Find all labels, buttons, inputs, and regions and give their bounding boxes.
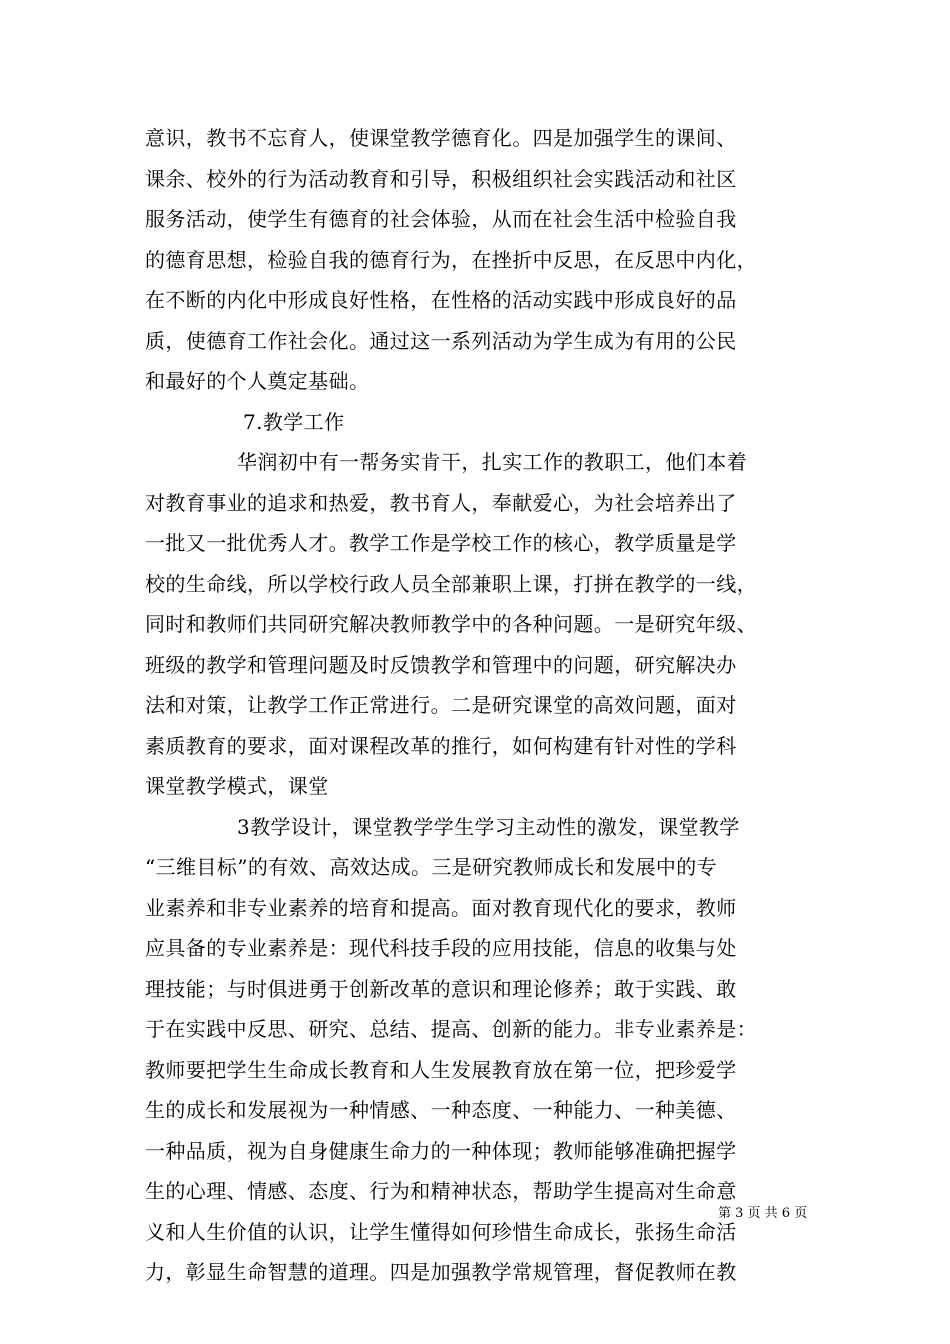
text-line: 业素养和非专业素养的培育和提高。面对教育现代化的要求，教师 [145,895,737,920]
text-line: 教师要把学生生命成长教育和人生发展教育放在第一位，把珍爱学 [145,1057,737,1082]
text-line: 素质教育的要求，面对课程改革的推行，如何构建有针对性的学科 [145,733,737,758]
text-line: 生的心理、情感、态度、行为和精神状态，帮助学生提高对生命意 [145,1179,737,1203]
text-line: 课余、校外的行为活动教育和引导，积极组织社会实践活动和社区 [145,166,737,191]
section-heading: 7.教学工作 [243,409,345,434]
text-line: 一种品质，视为自身健康生命力的一种体现；教师能够准确把握学 [145,1138,737,1163]
text-line: 服务活动，使学生有德育的社会体验，从而在社会生活中检验自我 [145,207,737,231]
text-line: 一批又一批优秀人才。教学工作是学校工作的核心，教学质量是学 [145,531,737,555]
text-line: 法和对策，让教学工作正常进行。二是研究课堂的高效问题，面对 [145,693,737,717]
text-line: “三维目标”的有效、高效达成。三是研究教师成长和发展中的专 [145,855,718,879]
text-line: 应具备的专业素养是：现代科技手段的应用技能，信息的收集与处 [145,936,737,960]
text-line: 和最好的个人奠定基础。 [145,369,370,393]
text-line: 质，使德育工作社会化。通过这一系列活动为学生成为有用的公民 [145,328,737,353]
text-line: 的德育思想，检验自我的德育行为，在挫折中反思，在反思中内化， [145,247,757,272]
text-line: 班级的教学和管理问题及时反馈教学和管理中的问题，研究解决办 [145,652,737,677]
body-text [145,118,825,1293]
text-line: 同时和教师们共同研究解决教师教学中的各种问题。一是研究年级、 [145,612,757,636]
text-line: 3教学设计，课堂教学学生学习主动性的激发，课堂教学 [237,814,740,839]
text-line: 于在实践中反思、研究、总结、提高、创新的能力。非专业素养是： [145,1017,757,1041]
page-number: 第 3 页 共 6 页 [718,1206,808,1221]
text-line: 对教育事业的追求和热爱，教书育人，奉献爱心，为社会培养出了 [145,490,737,515]
text-line: 意识，教书不忘育人，使课堂教学德育化。四是加强学生的课间、 [145,126,737,150]
text-line: 力，彰显生命智慧的道理。四是加强教学常规管理，督促教师在教 [145,1260,737,1284]
text-line: 华润初中有一帮务实肯干，扎实工作的教职工，他们本着 [237,450,747,474]
text-line: 生的成长和发展视为一种情感、一种态度、一种能力、一种美德、 [145,1098,737,1122]
text-line: 课堂教学模式，课堂 [145,774,329,798]
text-line: 义和人生价值的认识，让学生懂得如何珍惜生命成长，张扬生命活 [145,1219,737,1244]
text-line: 理技能；与时俱进勇于创新改革的意识和理论修养；敢于实践、敢 [145,976,737,1001]
text-line: 校的生命线，所以学校行政人员全部兼职上课，打拼在教学的一线， [145,571,757,596]
text-line: 在不断的内化中形成良好性格，在性格的活动实践中形成良好的品 [145,288,737,312]
